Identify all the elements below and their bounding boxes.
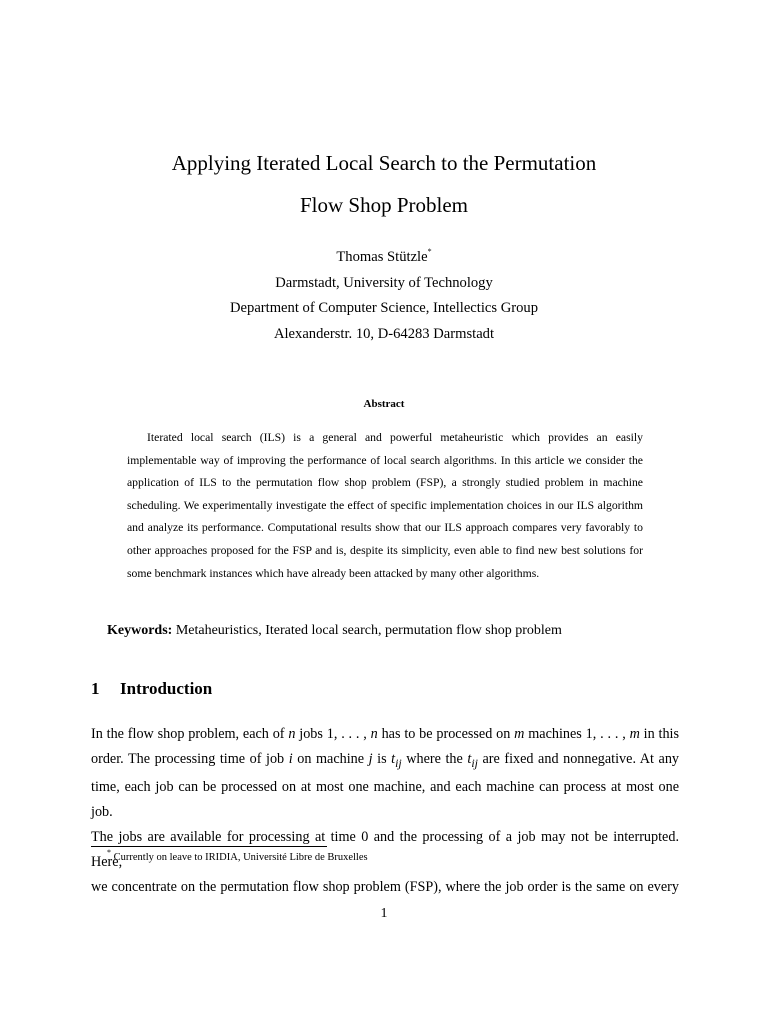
footnote-text: Currently on leave to IRIDIA, Université Libre de Bruxelles	[113, 852, 368, 863]
author-affiliation-2: Department of Computer Science, Intellectics Group	[230, 300, 538, 316]
author-address: Alexanderstr. 10, D-64283 Darmstadt	[273, 326, 495, 342]
page-number: 1	[380, 906, 388, 921]
section-heading	[91, 677, 212, 701]
keywords	[107, 620, 562, 642]
footnote-mark: *	[107, 847, 111, 857]
keywords-text: Metaheuristics, Iterated local search, permutation flow shop problem	[175, 623, 562, 638]
paper-title-line-2: Flow Shop Problem	[299, 193, 469, 217]
intro-line-5: we concentrate on the permutation flow shop problem (FSP), where the job order is the same on every	[91, 878, 679, 895]
abstract-heading: Abstract	[363, 398, 405, 410]
footnote-rule	[91, 846, 327, 847]
section-title: Introduction	[120, 679, 213, 698]
paper-title-line-1: Applying Iterated Local Search to the Permutation	[171, 151, 597, 175]
author-footnote-mark: *	[427, 247, 432, 257]
intro-line-3: time, each job can be processed on at most one machine, and each machine can process at most one job.	[91, 779, 679, 821]
intro-paragraph	[91, 722, 679, 899]
abstract-text: Iterated local search (ILS) is a general and powerful metaheuristic which provides an easily implementable way of improving the performance of local search algorithms. In this article we consider the application of ILS to the permutation flow shop problem (FSP), a strongly studied problem in machine scheduling. We experimentally investigate the effect of specific implementation choices in our ILS algorithm and analyze its performance. Computational results show that our ILS approach compares very favorably to other approaches proposed for the FSP and is, despite its simplicity, even able to find new best solutions for some benchmark instances which have already been attacked by many other algorithms.	[127, 431, 643, 580]
footnote	[107, 847, 368, 865]
author-name-text: Thomas Stützle	[336, 249, 428, 265]
intro-line-4: The jobs are available for processing at time 0 and the processing of a job may not be interrupted. Here,	[91, 829, 679, 870]
intro-line-2: order. The processing time of job i on machine j is $t_{ij}$ where the $t_{ij}$ are fixed and nonnegative. At any	[91, 750, 680, 770]
keywords-label: Keywords:	[107, 623, 173, 638]
author-name	[0, 248, 768, 266]
intro-line-1: In the flow shop problem, each of n jobs 1, . . . , n has to be processed on m machines 1, . . . , m in this	[91, 726, 680, 742]
author-affiliation-1: Darmstadt, University of Technology	[275, 275, 493, 291]
section-number: 1	[91, 679, 100, 698]
